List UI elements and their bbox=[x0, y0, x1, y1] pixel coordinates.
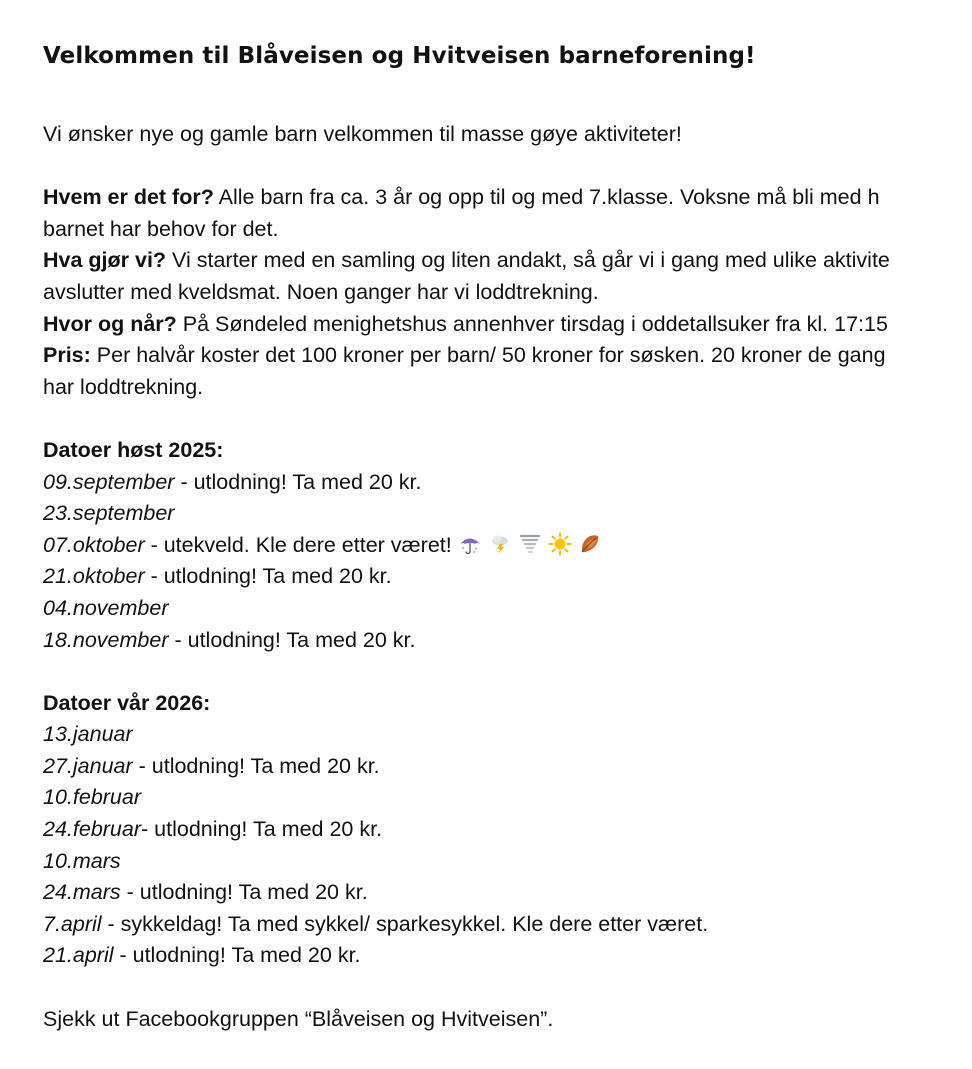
date-item bbox=[43, 846, 972, 878]
info-who-line-2: barnet har behov for det. bbox=[43, 216, 279, 241]
date-label: 10.mars bbox=[43, 848, 121, 873]
date-item bbox=[43, 625, 972, 657]
date-label: 21.april bbox=[43, 943, 114, 968]
date-item bbox=[43, 940, 972, 972]
cloud-lightning-icon bbox=[488, 532, 512, 556]
date-item bbox=[43, 593, 972, 625]
umbrella-rain-icon bbox=[458, 532, 482, 556]
date-label: 04.november bbox=[43, 595, 169, 620]
fallen-leaf-icon bbox=[578, 532, 602, 556]
date-note: - utlodning! Ta med 20 kr. bbox=[174, 469, 422, 494]
date-label: 21.oktober bbox=[43, 564, 145, 589]
date-note: - utlodning! Ta med 20 kr. bbox=[168, 627, 416, 652]
date-item bbox=[43, 498, 972, 530]
date-item bbox=[43, 530, 972, 562]
date-note: - utlodning! Ta med 20 kr. bbox=[141, 817, 383, 842]
info-what-label: Hva gjør vi? bbox=[43, 248, 167, 273]
info-price-text: Per halvår koster det 100 kroner per barn/ 50 kroner for søsken. 20 kroner de gang bbox=[90, 343, 886, 368]
date-item bbox=[43, 909, 972, 941]
info-who-text: Alle barn fra ca. 3 år og opp til og med 7.klasse. Voksne må bli med h bbox=[213, 185, 880, 210]
tornado-icon bbox=[518, 532, 542, 556]
info-who-line-1 bbox=[43, 182, 972, 214]
date-note: - utlodning! Ta med 20 kr. bbox=[120, 880, 368, 905]
date-note: - utlodning! Ta med 20 kr. bbox=[132, 753, 380, 778]
info-section bbox=[43, 182, 972, 403]
date-label: 23.september bbox=[43, 501, 175, 526]
autumn-heading-text: Datoer høst 2025: bbox=[43, 437, 224, 462]
date-note: - sykkeldag! Ta med sykkel/ sparkesykkel. Kle dere etter været. bbox=[101, 911, 709, 936]
info-what-line-2: avslutter med kveldsmat. Noen ganger har vi loddtrekning. bbox=[43, 279, 599, 304]
autumn-heading bbox=[43, 435, 972, 467]
info-where-text: På Søndeled menighetshus annenhver tirsdag i oddetallsuker fra kl. 17:15 bbox=[176, 311, 888, 336]
date-item bbox=[43, 751, 972, 783]
info-who-label: Hvem er det for? bbox=[43, 185, 214, 210]
date-note: - utlodning! Ta med 20 kr. bbox=[113, 943, 361, 968]
date-label: 24.mars bbox=[43, 880, 121, 905]
date-item bbox=[43, 467, 972, 499]
info-price-line-1 bbox=[43, 340, 972, 372]
date-label: 27.januar bbox=[43, 753, 133, 778]
footer-text: Sjekk ut Facebookgruppen “Blåveisen og Hvitveisen”. bbox=[43, 1006, 554, 1031]
date-label: 18.november bbox=[43, 627, 169, 652]
date-label: 10.februar bbox=[43, 785, 142, 810]
date-label: 7.april bbox=[43, 911, 102, 936]
date-label: 07.oktober bbox=[43, 532, 145, 557]
date-note: - utekveld. Kle dere etter været! bbox=[144, 532, 458, 557]
page-title: Velkommen til Blåveisen og Hvitveisen barneforening! bbox=[43, 43, 756, 69]
date-note: - utlodning! Ta med 20 kr. bbox=[144, 564, 392, 589]
sun-icon bbox=[548, 532, 572, 556]
spring-dates-section bbox=[43, 688, 972, 972]
date-item bbox=[43, 719, 972, 751]
autumn-dates-section bbox=[43, 435, 972, 656]
info-where-label: Hvor og når? bbox=[43, 311, 177, 336]
spring-heading bbox=[43, 688, 972, 720]
date-item bbox=[43, 561, 972, 593]
date-item bbox=[43, 782, 972, 814]
info-price-line-2: har loddtrekning. bbox=[43, 374, 204, 399]
info-price-label: Pris: bbox=[43, 343, 91, 368]
info-what-text: Vi starter med en samling og liten andakt, så går vi i gang med ulike aktivite bbox=[166, 248, 890, 273]
info-where-line bbox=[43, 309, 972, 341]
date-item bbox=[43, 877, 972, 909]
info-what-line-1 bbox=[43, 245, 972, 277]
date-label: 24.februar bbox=[43, 817, 142, 842]
intro-text: Vi ønsker nye og gamle barn velkommen til masse gøye aktiviteter! bbox=[43, 122, 682, 146]
date-label: 13.januar bbox=[43, 722, 133, 747]
spring-heading-text: Datoer vår 2026: bbox=[43, 690, 211, 715]
date-label: 09.september bbox=[43, 469, 175, 494]
date-item bbox=[43, 814, 972, 846]
document-body bbox=[43, 40, 972, 1035]
